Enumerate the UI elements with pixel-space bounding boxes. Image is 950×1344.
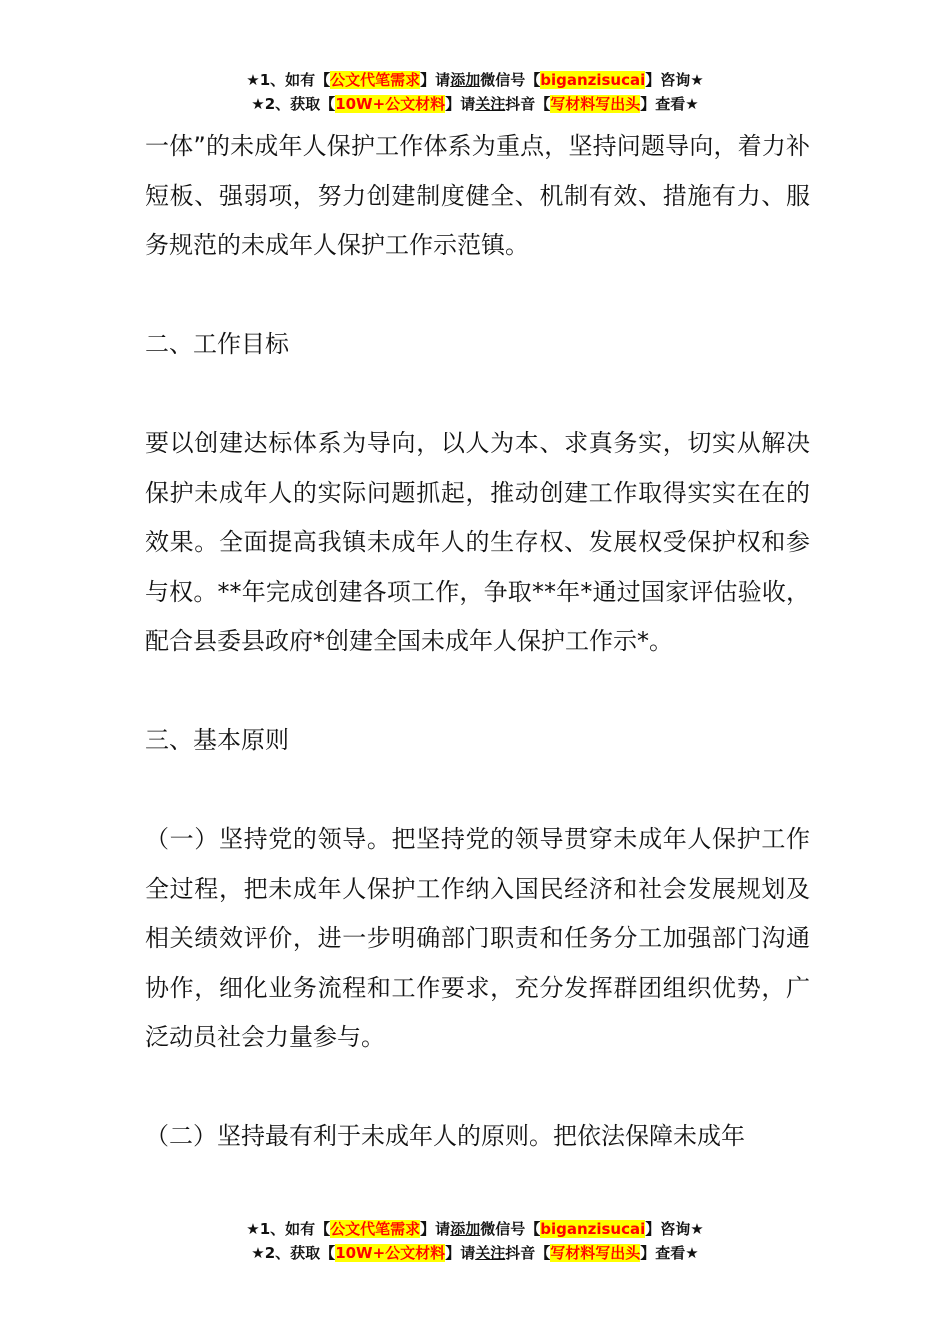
banner-account: 写材料写出头 [550, 1244, 641, 1262]
banner-wechat-id: biganzisucai [540, 71, 646, 89]
banner-highlight: 10W+公文材料 [335, 95, 446, 113]
paragraph: 一体”的未成年人保护工作体系为重点，坚持问题导向，着力补短板、强弱项，努力创建制度健全、机制有效、措施有力、服务规范的未成年人保护工作示范镇。 [145, 132, 810, 259]
banner-line-1: ★1、如有【公文代笔需求】请添加微信号【biganzisucai】咨询★ [246, 71, 704, 89]
section-heading-goals: 二、工作目标 [145, 330, 289, 358]
footer-banner [0, 1217, 950, 1265]
document-body [145, 122, 810, 1162]
paragraph-gap [145, 1063, 810, 1113]
banner-account: 写材料写出头 [550, 95, 641, 113]
paragraph: （一）坚持党的领导。把坚持党的领导贯穿未成年人保护工作全过程，把未成年人保护工作纳入国民经济和社会发展规划及相关绩效评价，进一步明确部门职责和任务分工加强部门沟通协作，细化业务流程和工作要求，充分发挥群团组织优势，广泛动员社会力量参与。 [145, 825, 810, 1051]
paragraph: （二）坚持最有利于未成年人的原则。把依法保障未成年 [145, 1122, 745, 1150]
header-banner [0, 68, 950, 116]
paragraph-gap [145, 667, 810, 717]
section-heading-principles: 三、基本原则 [145, 726, 289, 754]
paragraph-gap [145, 766, 810, 816]
banner-highlight: 公文代笔需求 [330, 1220, 421, 1238]
banner-wechat-id: biganzisucai [540, 1220, 646, 1238]
banner-highlight: 10W+公文材料 [335, 1244, 446, 1262]
banner-line-2: ★2、获取【10W+公文材料】请关注抖音【写材料写出头】查看★ [251, 95, 699, 113]
paragraph-gap [145, 271, 810, 321]
banner-highlight: 公文代笔需求 [330, 71, 421, 89]
banner-line-1: ★1、如有【公文代笔需求】请添加微信号【biganzisucai】咨询★ [246, 1220, 704, 1238]
paragraph-gap [145, 370, 810, 420]
paragraph: 要以创建达标体系为导向，以人为本、求真务实，切实从解决保护未成年人的实际问题抓起，推动创建工作取得实实在在的效果。全面提高我镇未成年人的生存权、发展权受保护权和参与权。**年完成创建各项工作，争取**年*通过国家评估验收，配合县委县政府*创建全国未成年人保护工作示*。 [145, 429, 810, 655]
banner-line-2: ★2、获取【10W+公文材料】请关注抖音【写材料写出头】查看★ [251, 1244, 699, 1262]
